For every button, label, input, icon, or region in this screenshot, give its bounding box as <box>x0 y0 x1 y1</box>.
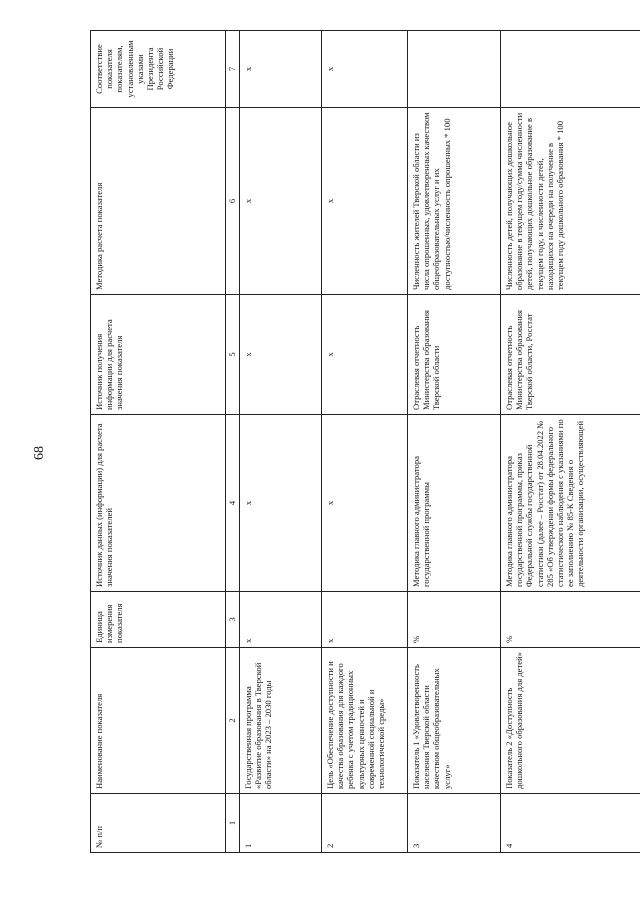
row-num: 2 <box>322 794 408 853</box>
unit: % <box>501 592 640 648</box>
page-number: 68 <box>32 446 47 460</box>
table-row <box>408 31 501 853</box>
header-unit: Единица измерения показателя <box>91 592 226 648</box>
data-source: x <box>322 415 408 592</box>
info-source: x <box>322 295 408 415</box>
table-row <box>322 31 408 853</box>
info-source: x <box>240 295 322 415</box>
header-data-source: Источник данных (информации) для расчета значения показателей <box>91 415 226 592</box>
column-number: 3 <box>226 592 240 648</box>
data-source: x <box>240 415 322 592</box>
indicators-table <box>90 30 640 853</box>
row-num: 1 <box>240 794 322 853</box>
unit: x <box>322 592 408 648</box>
column-number: 7 <box>226 31 240 108</box>
unit: x <box>240 592 322 648</box>
header-num: № п/п <box>91 794 226 853</box>
table-row <box>501 31 640 853</box>
column-numbers-row <box>226 31 240 853</box>
method: x <box>322 108 408 295</box>
decree-match <box>501 31 640 108</box>
info-source: Отраслевая отчетность Министерства образования Тверской области <box>408 295 501 415</box>
column-number: 2 <box>226 648 240 794</box>
column-number: 1 <box>226 794 240 853</box>
decree-match: x <box>240 31 322 108</box>
header-method: Методика расчета показателя <box>91 108 226 295</box>
info-source: Отраслевая отчетность Министерства образования Тверской области, Росстат <box>501 295 640 415</box>
header-name: Наименование показателя <box>91 648 226 794</box>
data-source: Методика главного администратора государственной программы, приказ Федеральной службы государственной статистики (далее – Росстат) от 28.04.2022 № 285 «Об утверждении формы федерального статистического наблюдения с указаниями по ее заполнению № 85-К Сведения о деятельности организации, осуществляющей <box>501 415 640 592</box>
unit: % <box>408 592 501 648</box>
method: x <box>240 108 322 295</box>
decree-match: x <box>322 31 408 108</box>
decree-match <box>408 31 501 108</box>
indicator-name: Государственная программа «Развитие образования в Тверской области» на 2023 – 2030 годы <box>240 648 322 794</box>
column-number: 5 <box>226 295 240 415</box>
rotated-table-container <box>90 31 628 853</box>
header-info-source: Источник получения информации для расчета значения показателя <box>91 295 226 415</box>
table-row <box>240 31 322 853</box>
column-number: 4 <box>226 415 240 592</box>
method: Численность детей, получающих дошкольное образование в текущем году/сумма численности детей, получающих дошкольное образование в текущем году, и численности детей, находящихся на очереди на получение в текущем году дошкольного образования * 100 <box>501 108 640 295</box>
indicator-name: Показатель 2 «Доступность дошкольного образования для детей» <box>501 648 640 794</box>
indicator-name: Показатель 1 «Удовлетворенность населения Тверской области качеством общеобразовательных услуг» <box>408 648 501 794</box>
indicator-name: Цель «Обеспечение доступности и качества образования для каждого ребенка с учетом традиционных культурных ценностей и современной социальной и технологической среды» <box>322 648 408 794</box>
method: Численность жителей Тверской области из числа опрошенных, удовлетворенных качеством общеобразовательных услуг и их доступностью/численность опрошенных * 100 <box>408 108 501 295</box>
header-row <box>91 31 226 853</box>
column-number: 6 <box>226 108 240 295</box>
row-num: 4 <box>501 794 640 853</box>
header-decree: Соответствие показателя показателям, установленным указами Президента Российской Федерации <box>91 31 226 108</box>
row-num: 3 <box>408 794 501 853</box>
data-source: Методика главного администратора государственной программы <box>408 415 501 592</box>
